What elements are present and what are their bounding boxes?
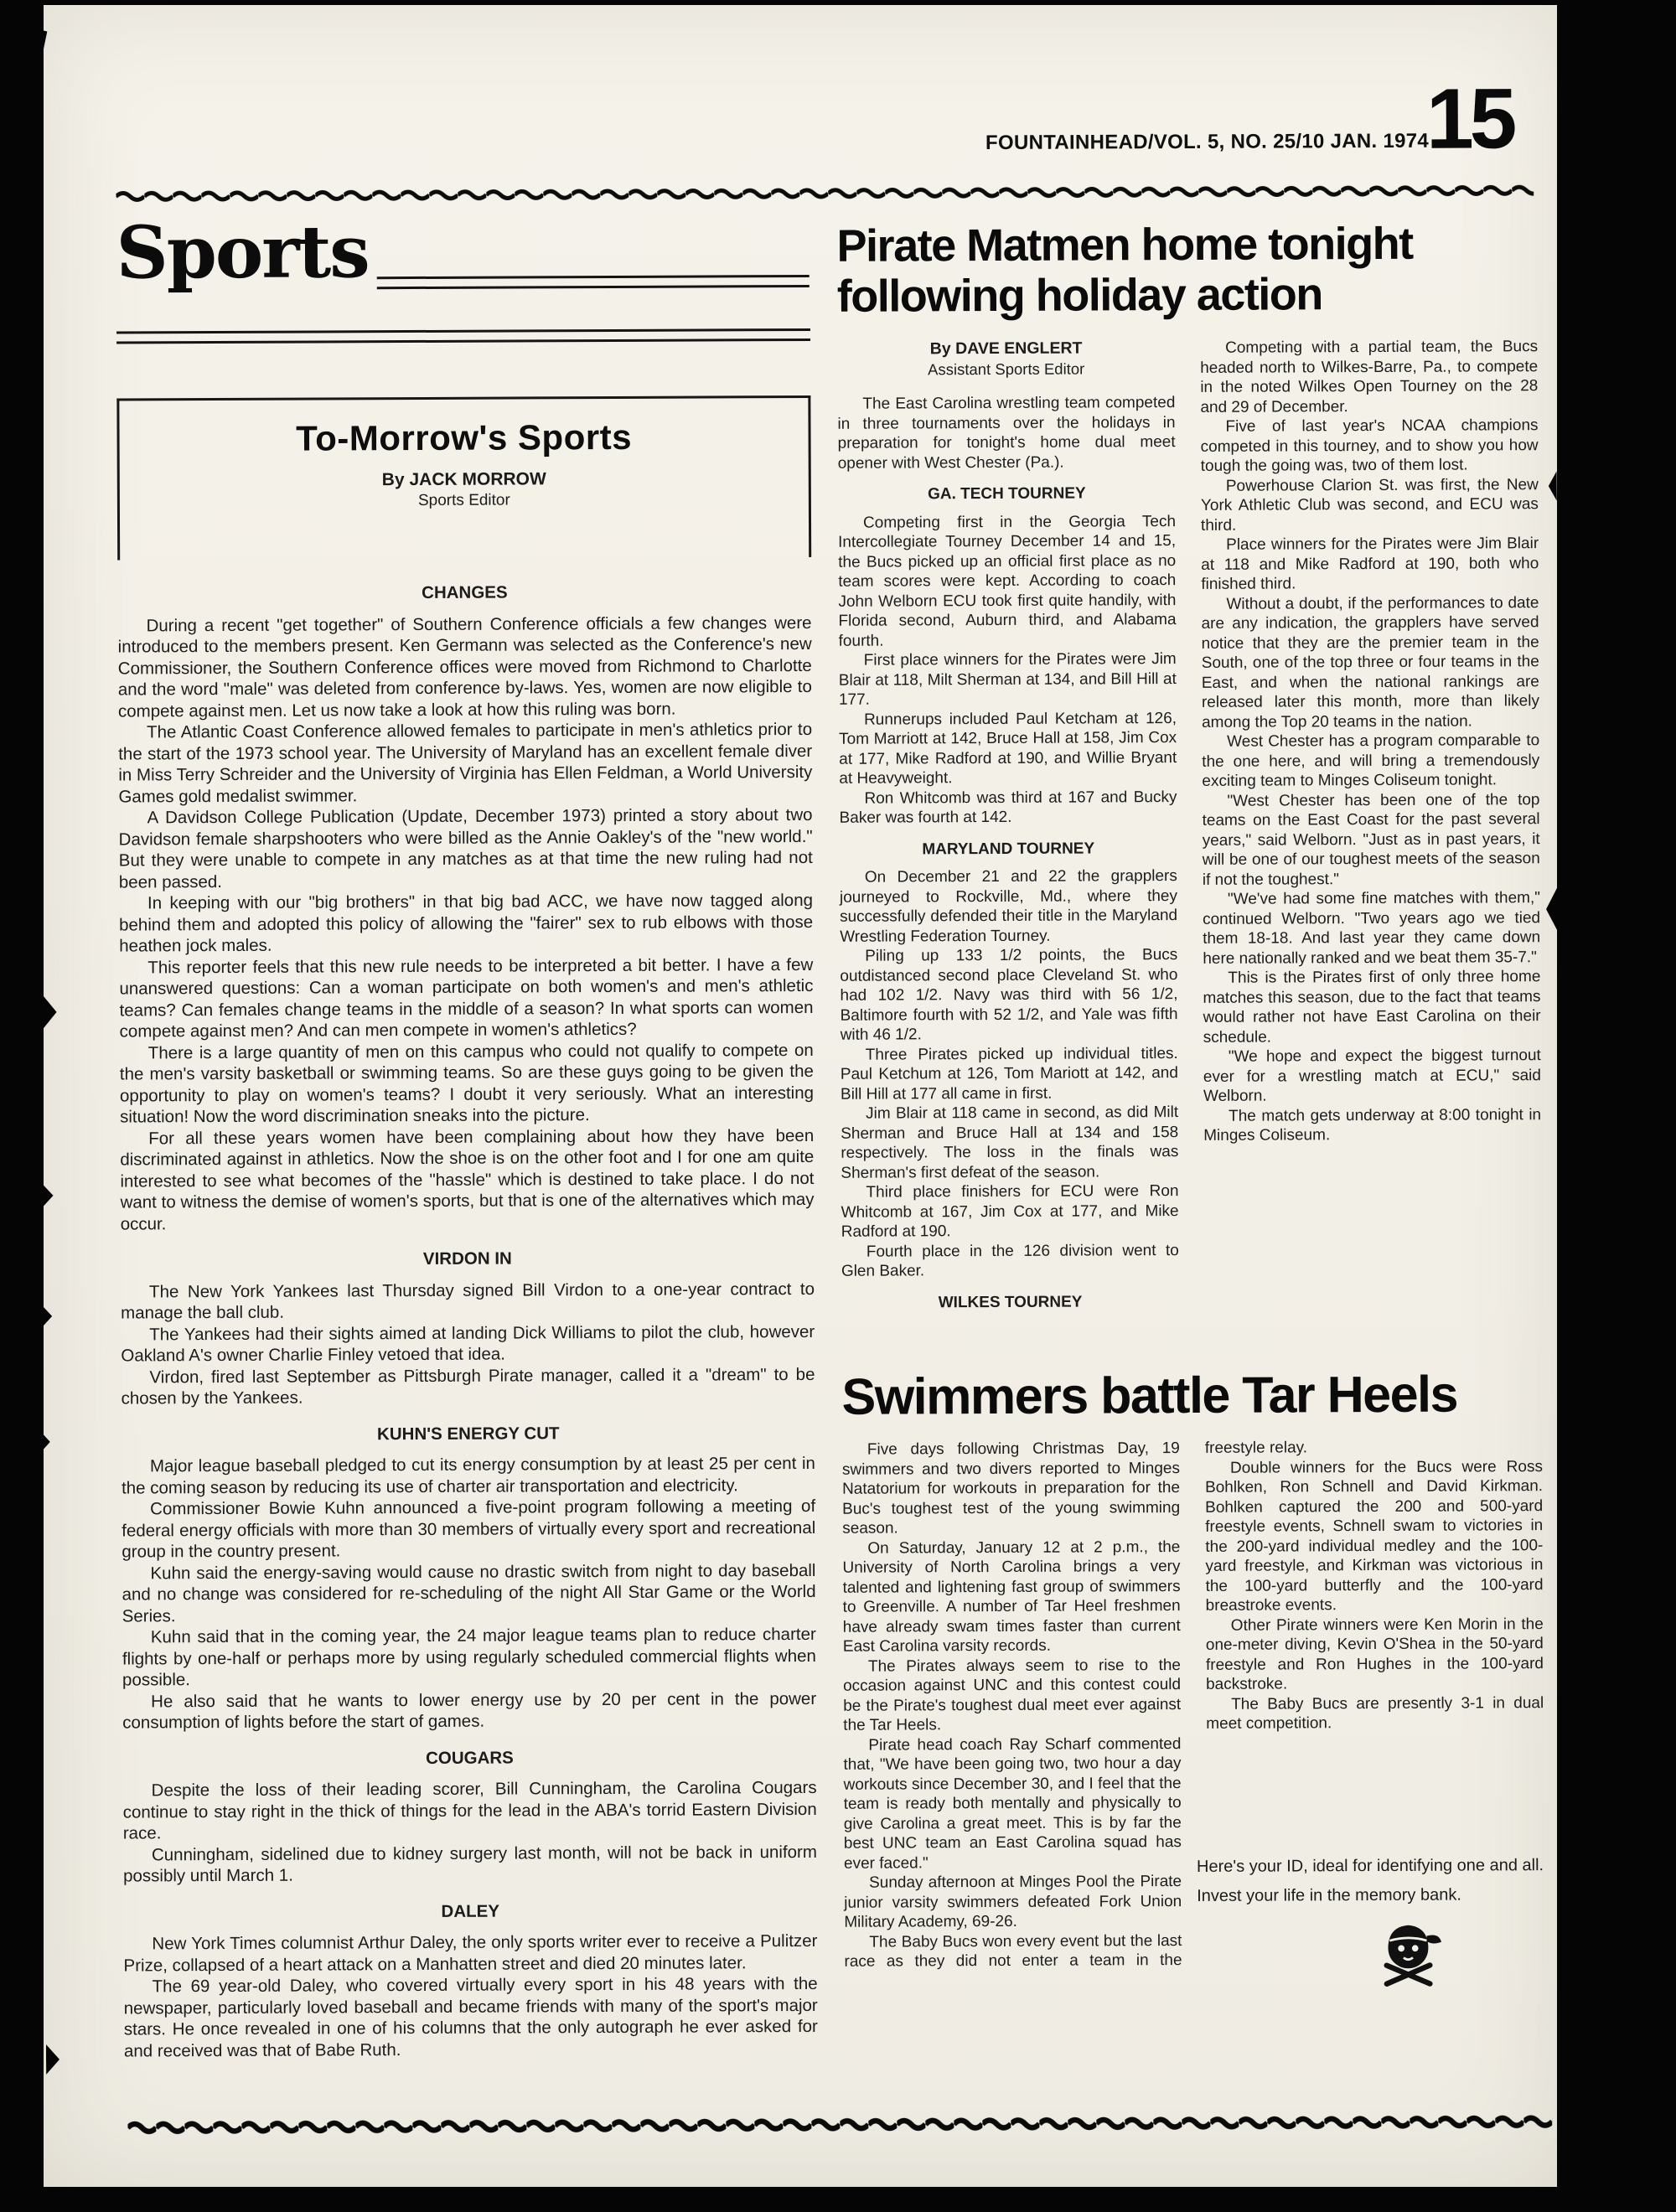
article-paragraph: The New York Yankees last Thursday signed Bill Virdon to a one-year contract to manage the ball club.: [121, 1279, 815, 1323]
article-paragraph: The East Carolina wrestling team competed in three tournaments over the holidays in preparation for tonight's home dual meet opener with West Chester (Pa.).: [837, 394, 1176, 473]
article-paragraph: In keeping with our "big brothers" in that big bad ACC, we have now tagged along behind them and adopted this policy of allowing the "fairer" sex to rub elbows with those heathen jock males.: [119, 890, 814, 956]
column-byline-title: Sports Editor: [417, 491, 510, 509]
column-title: To-Morrow's Sports: [296, 416, 633, 458]
article-subhead: WILKES TOURNEY: [938, 1293, 1083, 1311]
article-paragraph: The match gets underway at 8:00 tonight in Minges Coliseum.: [1203, 1105, 1542, 1145]
article-subhead: VIRDON IN: [422, 1248, 512, 1269]
article-paragraph: "We hope and expect the biggest turnout ever for a wrestling match at ECU," said Welborn.: [1203, 1047, 1541, 1105]
article-paragraph: For all these years women have been complaining about how they have been discriminated against in athletics. Now the shoe is on the other foot and I for one am quite interested to see what becomes of the "hassle" which is destined to take place. I do not want to witness the demise of women's sports, but that is one of the alternatives which may occur.: [120, 1125, 815, 1234]
article-paragraph: The Baby Bucs won every event but the last race as they did not enter a team in the freestyle relay.: [844, 1439, 1308, 1971]
article-paragraph: Commissioner Bowie Kuhn announced a five-point program following a meeting of federal energy officials with more than 30 members of virtually every sport and recreational group in the country present.: [122, 1496, 816, 1562]
masthead-text: FOUNTAINHEAD/VOL. 5, NO. 25/10 JAN. 1974: [985, 129, 1430, 155]
article-paragraph: Competing first in the Georgia Tech Intercollegiate Tourney December 14 and 15, the Bucs picked up an official first place as no team scores were kept. According to coach John Welborn ECU took first quite handily, with Florida second, Auburn third, and Alabama fourth.: [838, 512, 1177, 650]
article-paragraph: "We've had some fine matches with them," continued Welborn. "Two years ago we tied them 18-18. And last year they came down here nationally ranked and we beat them 35-7.": [1203, 889, 1541, 968]
column-body: [117, 581, 818, 2062]
matmen-headline: [836, 218, 1538, 322]
scan-artifact: [46, 2044, 59, 2075]
article-paragraph: Piling up 133 1/2 points, the Bucs outdistanced second place Cleveland St. who had 102 1/2. Navy was third with 56 1/2, Baltimore fourth with 52 1/2, and Yale was fifth with 46 1/2.: [840, 946, 1178, 1044]
article-paragraph: The Baby Bucs are presently 3-1 in dual meet competition.: [1206, 1693, 1544, 1733]
article-paragraph: First place winners for the Pirates were Jim Blair at 118, Milt Sherman at 134, and Bill Hill at 177.: [838, 650, 1177, 709]
article-paragraph: Kuhn said that in the coming year, the 24 major league teams plan to reduce charter flights by one-half or perhaps more by using regularly scheduled commercial flights when possible.: [122, 1624, 816, 1690]
ad-line2: Invest your life in the memory bank.: [1197, 1885, 1461, 1905]
article-paragraph: Pirate head coach Ray Scharf commented that, "We have been going two, two hour a day workouts since December 30, and I feel that the team is ready both mentally and physically to give Carolina a great meet. This is by far the best UNC team an East Carolina squad has ever faced.": [843, 1734, 1182, 1873]
article-paragraph: The Atlantic Coast Conference allowed females to participate in men's athletics prior to the start of the 1973 school year. The University of Maryland has an excellent female diver in Miss Terry Schreider and the University of Virginia has Ellen Feldman, a World University Games gold medalist swimmer.: [118, 719, 813, 807]
article-paragraph: Five of last year's NCAA champions competed in this tourney, and to show you how tough the going was, two of them lost.: [1200, 416, 1539, 475]
article-subhead: COUGARS: [425, 1748, 514, 1768]
article-subhead: DALEY: [441, 1901, 500, 1921]
ad-line1: Here's your ID, ideal for identifying one and all.: [1196, 1856, 1544, 1876]
article-byline-title: Assistant Sports Editor: [928, 359, 1085, 378]
article-paragraph: This reporter feels that this new rule needs to be interpreted a bit better. I have a few unanswered questions: Can a woman participate on both women's and men's athletic teams? Can females change teams in the middle of a season? In what sports can women compete against men? And can men compete in women's athletics?: [119, 954, 814, 1041]
scan-artifact: [31, 29, 48, 70]
scan-artifact: [1546, 886, 1558, 932]
scan-artifact: [42, 1433, 50, 1451]
section-title: Sports: [116, 209, 369, 296]
article-subhead: KUHN'S ENERGY CUT: [376, 1423, 560, 1444]
article-paragraph: He also said that he wants to lower energy use by 20 per cent in the power consumption of lights before the start of games.: [122, 1688, 817, 1733]
column-byline: By JACK MORROW: [381, 469, 546, 490]
paper-content: [39, 2, 1561, 2190]
article-paragraph: Despite the loss of their leading scorer, Bill Cunningham, the Carolina Cougars continue to stay right in the thick of things for the lead in the ABA's torrid Eastern Division race.: [122, 1777, 817, 1843]
scan-artifact: [1549, 471, 1557, 501]
article-paragraph: Runnerups included Paul Ketcham at 126, Tom Marriott at 142, Bruce Hall at 158, Jim Cox at 177, Mike Radford at 190, and Willie Bryant at Heavyweight.: [839, 709, 1177, 788]
decorative-wavy-rule-bottom: [127, 2113, 1552, 2136]
article-paragraph: Kuhn said the energy-saving would cause no drastic switch from night to day baseball and no change was considered for re-scheduling of the night All Star Game or the World Series.: [122, 1560, 816, 1626]
article-paragraph: On Saturday, January 12 at 2 p.m., the University of North Carolina brings a very talented and lightening fast group of swimmers to Greenville. A number of Tar Heel freshmen have already swam times faster than current East Carolina varsity records.: [842, 1538, 1181, 1656]
article-paragraph: Virdon, fired last September as Pittsburgh Pirate manager, called it a "dream" to be chosen by the Yankees.: [121, 1364, 815, 1408]
scan-artifact: [41, 1183, 53, 1208]
article-paragraph: The Pirates always seem to rise to the occasion against UNC and this contest could be the Pirate's toughest dual meet ever against the Tar Heels.: [843, 1656, 1182, 1734]
article-paragraph: New York Times columnist Arthur Daley, the only sports writer ever to receive a Pulitzer Prize, collapsed of a heart attack on a Manhatten street and died 20 minutes later.: [123, 1930, 818, 1976]
article-paragraph: Competing with a partial team, the Bucs headed north to Wilkes-Barre, Pa., to compete in the noted Wilkes Open Tourney on the 28 and 29 of December.: [1200, 338, 1539, 416]
article-paragraph: Three Pirates picked up individual titles. Paul Ketchum at 126, Tom Mariott at 142, and Bill Hill at 177 all came in first.: [840, 1044, 1178, 1103]
article-paragraph: Double winners for the Bucs were Ross Bohlken, Ron Schnell and David Kirkman. Bohlken captured the 200 and 500-yard freestyle events, Schnell swam to victories in the 200-yard individual medley and the 100-yard freestyle, and Kirkman was victorious in the 100-yard butterfly and the 100-yard breastroke events.: [1204, 1457, 1544, 1615]
article-paragraph: Fourth place in the 126 division went to Glen Baker.: [841, 1241, 1179, 1280]
pirate-mascot-icon: [1369, 1915, 1446, 1992]
article-paragraph: Powerhouse Clarion St. was first, the New York Athletic Club was second, and ECU was third.: [1200, 475, 1539, 535]
matmen-headline-line2: following holiday action: [836, 269, 1322, 322]
memory-bank-ad: [1197, 1855, 1547, 1915]
article-paragraph: Third place finishers for ECU were Ron Whitcomb at 167, Jim Cox at 177, and Mike Radford at 190.: [841, 1182, 1179, 1241]
scan-artifact: [42, 1305, 52, 1327]
article-paragraph: Ron Whitcomb was third at 167 and Bucky Baker was fourth at 142.: [839, 788, 1177, 827]
article-paragraph: Jim Blair at 118 came in second, as did Milt Sherman and Bruce Hall at 134 and 158 respectively. The loss in the finals was Sherman's first defeat of the season.: [841, 1103, 1179, 1182]
main-articles: [836, 218, 1544, 1989]
article-paragraph: Cunningham, sidelined due to kidney surgery last month, will not be back in uniform possibly until March 1.: [123, 1842, 817, 1886]
article-paragraph: A Davidson College Publication (Update, December 1973) printed a story about two Davidson female sharpshooters who were billed as the Annie Oakley's of the "new world." But they were unable to compete in any matches as at that time the new ruling had not been passed.: [118, 804, 813, 892]
article-paragraph: Without a doubt, if the performances to date are any indication, the grapplers have served notice that they are the premier team in the South, one of the top three or four teams in the East, and when the national rankings are released later this month, more than likely among the Top 20 teams in the nation.: [1201, 593, 1539, 731]
double-rule-right: [377, 275, 810, 289]
article-paragraph: The Yankees had their sights aimed at landing Dick Williams to pilot the club, however Oakland A's owner Charlie Finley vetoed that idea.: [121, 1321, 815, 1366]
paper-sheet: [44, 5, 1557, 2187]
article-subhead: MARYLAND TOURNEY: [922, 839, 1095, 858]
article-paragraph: Major league baseball pledged to cut its energy consumption by at least 25 per cent in the coming season by reducing its use of charter air transportation and electricity.: [121, 1453, 815, 1498]
decorative-wavy-rule-top: [116, 183, 1534, 204]
article-paragraph: "West Chester has been one of the top teams on the East Coast for the past several years," said Welborn. "Just as in past years, it will be one of our toughest meets of the season if not the toughest.": [1202, 790, 1540, 889]
article-paragraph: There is a large quantity of men on this campus who could not qualify to compete on the men's varsity basketball or swimming teams. So are these guys going to be given the opportunity to play on women's teams? I doubt it very seriously. What an interesting situation! Now the word discrimination sneaks into the picture.: [119, 1040, 815, 1127]
article-paragraph: Five days following Christmas Day, 19 swimmers and two divers reported to Minges Natatorium for workouts in preparation for the Buc's toughest test of the young swimming season.: [841, 1439, 1181, 1538]
article-byline: By DAVE ENGLERT: [929, 339, 1083, 359]
article-paragraph: The 69 year-old Daley, who covered virtually every sport in his 48 years with the newspaper, particularly loved baseball and became friends with many of the sport's major stars. He once revealed in one of his columns that the only autograph he ever asked for and received was that of Babe Ruth.: [123, 1973, 818, 2061]
double-rule-bottom: [116, 328, 810, 344]
swimmers-headline: Swimmers battle Tar Heels: [841, 1365, 1458, 1425]
article-paragraph: Other Pirate winners were Ken Morin in the one-meter diving, Kevin O'Shea in the 50-yard freestyle and Ron Hughes in the 100-yard backstroke.: [1205, 1615, 1544, 1693]
article-paragraph: Place winners for the Pirates were Jim Blair at 118 and Mike Radford at 190, both who finished third.: [1201, 535, 1539, 593]
scan-artifact: [41, 994, 56, 1031]
article-subhead: GA. TECH TOURNEY: [928, 484, 1086, 504]
matmen-headline-line1: Pirate Matmen home tonight: [836, 218, 1413, 271]
column-header-box: [116, 395, 811, 561]
page-number: 15: [1425, 70, 1513, 167]
article-paragraph: Sunday afternoon at Minges Pool the Pirate junior varsity swimmers defeated Fork Union Military Academy, 69-26.: [844, 1873, 1182, 1931]
article-paragraph: During a recent "get together" of Southern Conference officials a few changes were introduced to the members present. Ken Germann was selected as the Conference's new Commissioner, the Southern Conference offices were moved from Richmond to Charlotte and the word "male" was deleted from conference by-laws. Yes, women are now eligible to compete against men. Let us now take a look at how this ruling was born.: [117, 612, 812, 721]
article-paragraph: On December 21 and 22 the grapplers journeyed to Rockville, Md., where they successfully defended their title in the Maryland Wrestling Federation Tourney.: [839, 867, 1178, 946]
tomorrows-sports-column: [116, 395, 818, 2062]
article-subhead: CHANGES: [422, 582, 508, 602]
article-paragraph: West Chester has a program comparable to the one here, and will bring a tremendously exciting team to Minges Coliseum tonight.: [1202, 731, 1540, 790]
matmen-article-body: [837, 337, 1542, 1358]
article-paragraph: This is the Pirates first of only three home matches this season, due to the fact that teams would rather not have East Carolina on their schedule.: [1203, 968, 1541, 1047]
